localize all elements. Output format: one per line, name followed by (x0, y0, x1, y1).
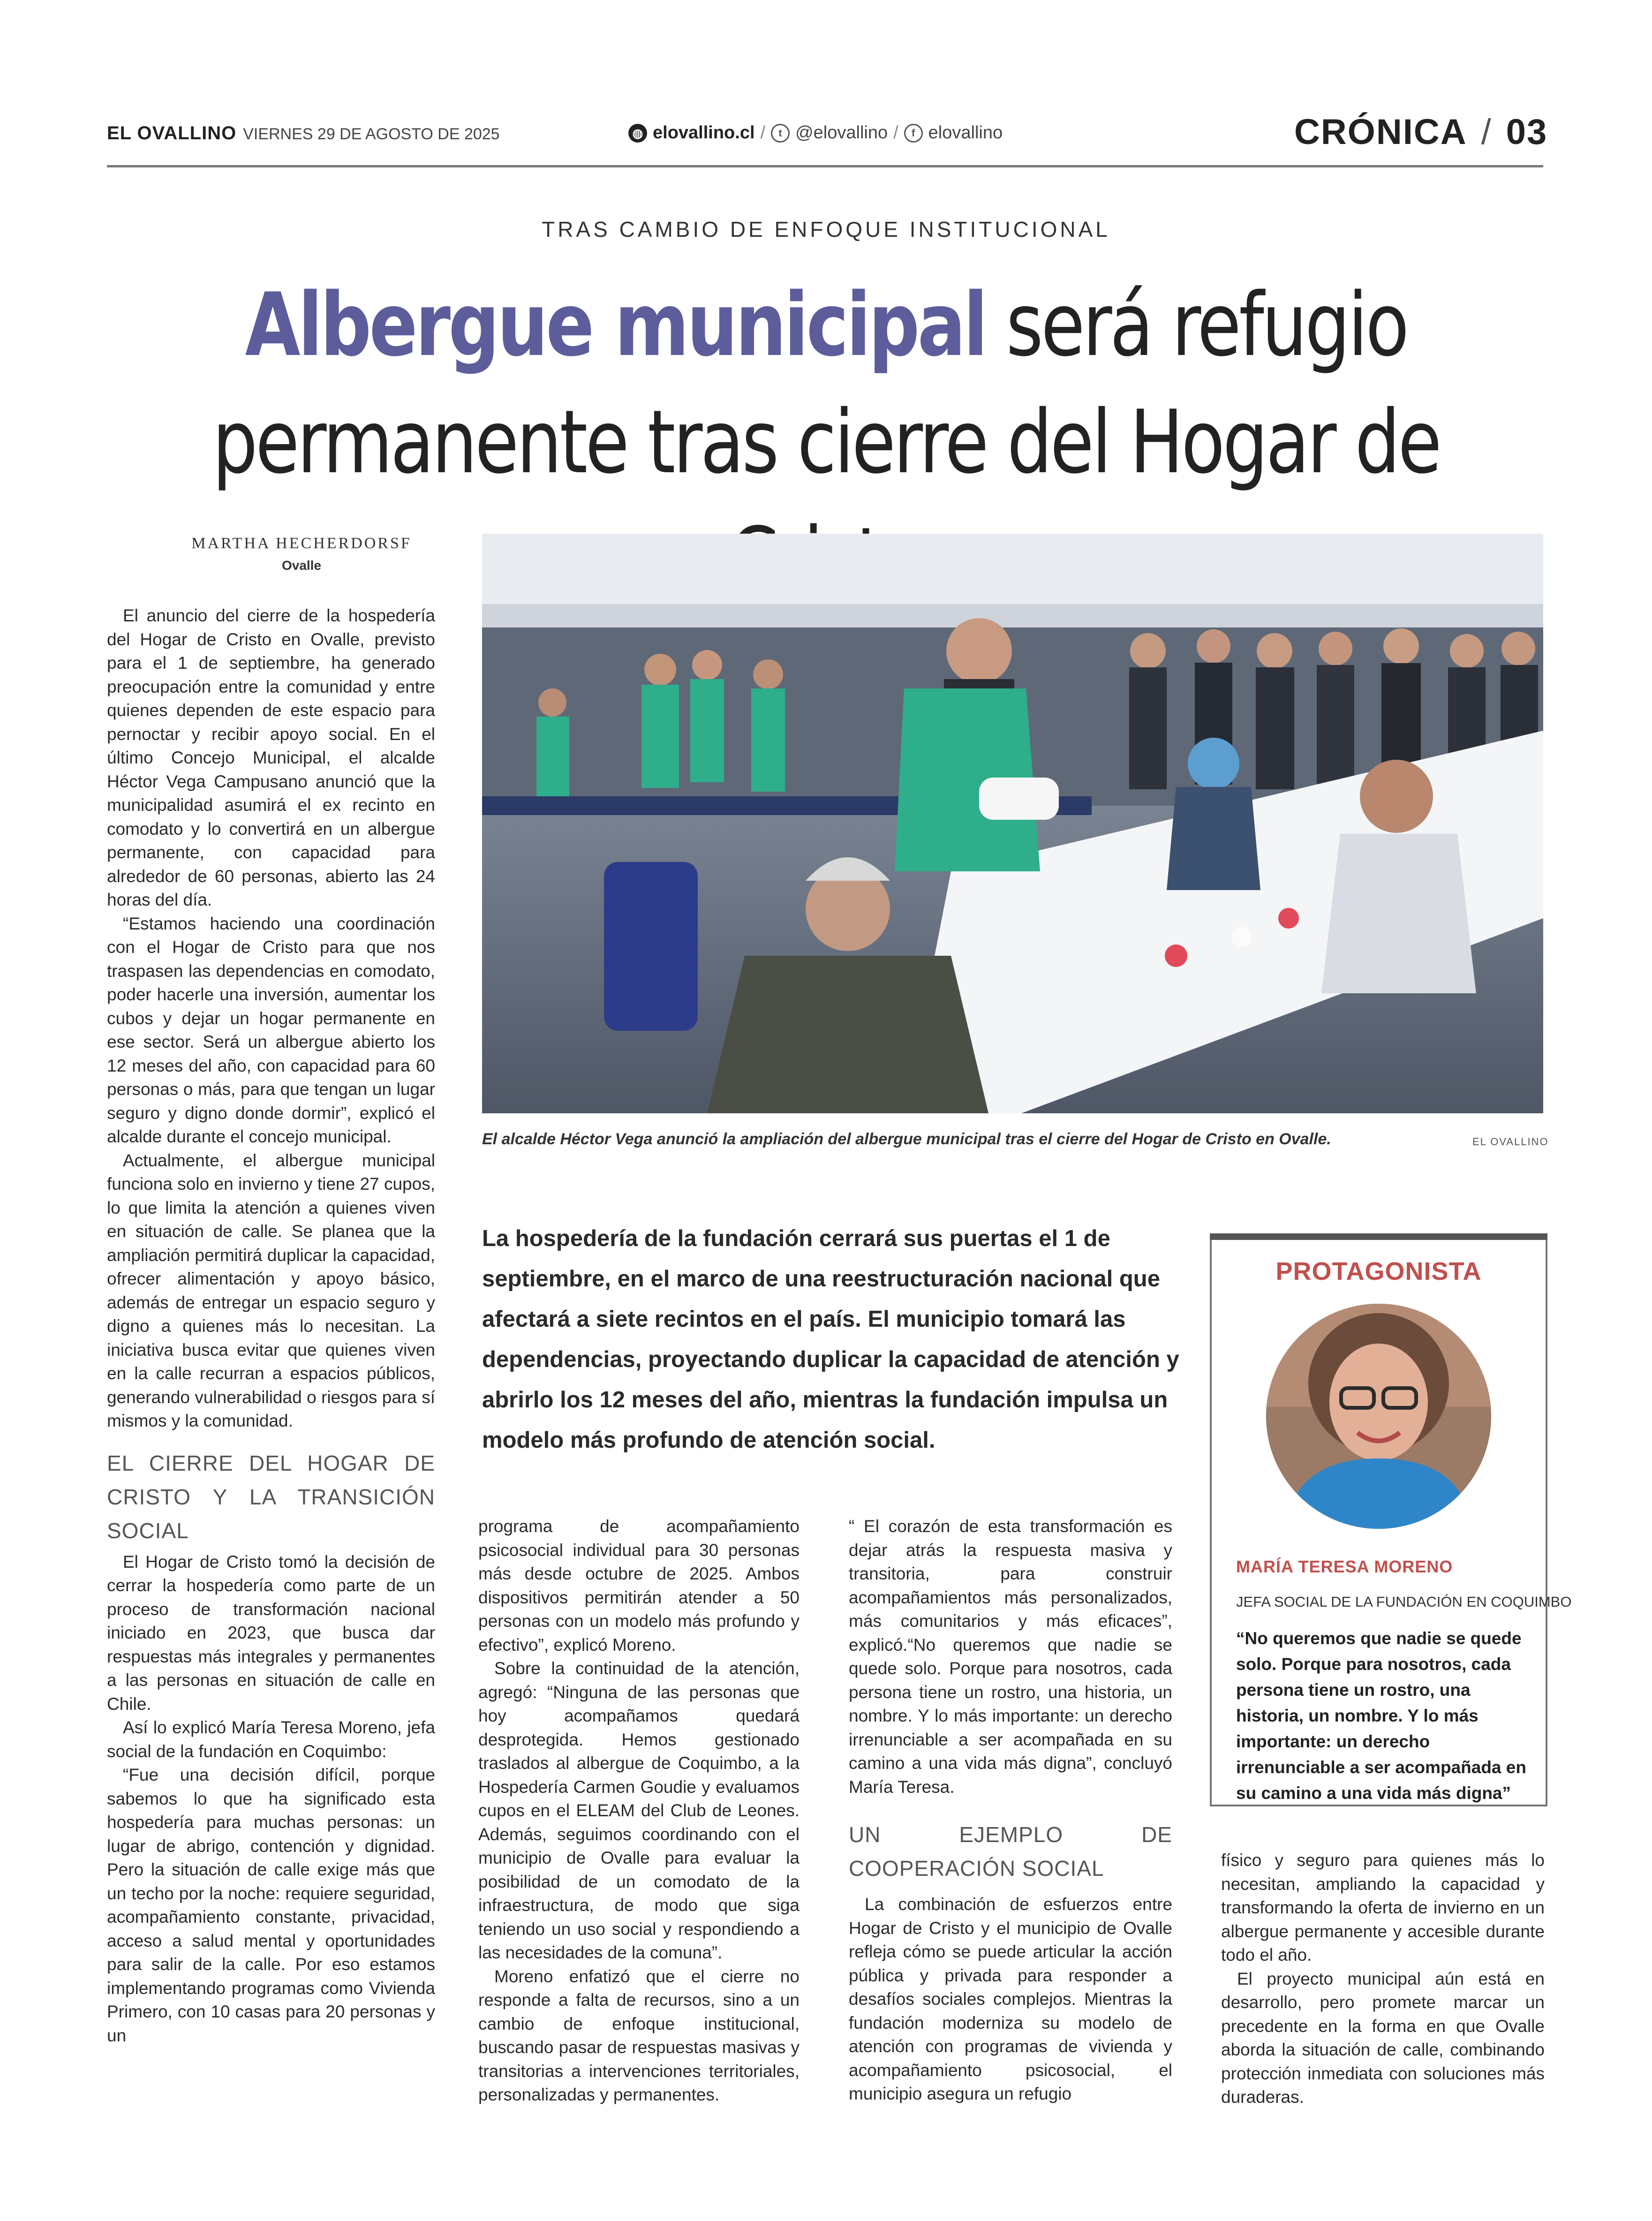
article-column-2 (478, 1515, 800, 2107)
portrait-illustration (1266, 1304, 1491, 1529)
paragraph: Moreno enfatizó que el cierre no responde a falta de recursos, sino a un cambio de enfoque institucional, buscando pasar de respuestas masivas y transitorias a intervenciones territoriales, personalizadas y permanentes. (478, 1966, 800, 2104)
twitter-handle[interactable]: @elovallino (795, 123, 888, 143)
separator: / (893, 123, 898, 143)
section-label (1294, 112, 1547, 152)
protagonist-name: MARÍA TERESA MORENO (1236, 1557, 1453, 1576)
social-links (628, 123, 1003, 143)
portrait-photo (1266, 1304, 1491, 1529)
headline-part-2: permanente tras cierre del Hogar de (212, 391, 1440, 493)
globe-icon: ◍ (628, 124, 647, 143)
paragraph: “Fue una decisión difícil, porque sabemos lo que ha significado esta hospedería para muchas personas: un lugar de abrigo, contención y dignidad. Pero la situación de calle exige más que un techo por la noche: requiere seguridad, acompañamiento constante, privacidad, acceso a salud mental y oportunidades para salir de la calle. Por eso estamos implementando programas como Vivienda Primero, con 10 casas para 20 personas y un (107, 1765, 435, 2045)
article-photo (482, 534, 1543, 1113)
box-title: PROTAGONISTA (1275, 1257, 1482, 1285)
box-top-rule (1210, 1233, 1547, 1240)
subheading: UN EJEMPLO DE COOPERACIÓN SOCIAL (849, 1822, 1172, 1881)
paragraph: El Hogar de Cristo tomó la decisión de cerrar la hospedería como parte de un proceso de transformación nacional iniciado en 2023, que busca dar respuestas más integrales y permanentes a las personas en situación de calle en Chile. (107, 1552, 435, 1714)
separator: / (1481, 112, 1492, 152)
paragraph: Sobre la continuidad de la atención, agregó: “Ninguna de las personas que hoy acompañamos quedará desprotegida. Hemos gestionado traslados al albergue de Coquimbo, a la Hospedería Carmen Goudie y evaluamos cupos en el ELEAM del Club de Leones. Además, seguimos coordinando con el municipio de Ovalle para evaluar la posibilidad de un comodato de la infraestructura, de modo que siga teniendo un uso social y respondiendo a las necesidades de la comuna”. (478, 1659, 800, 1962)
article-column-1 (107, 604, 435, 2047)
paragraph: “ El corazón de esta transformación es dejar atrás la respuesta masiva y transitoria, para construir acompañamientos más personalizados, más comunitarios y más eficaces”, explicó.“No queremos que nadie se quede solo. Porque para nosotros, cada persona tiene un rostro, una historia, un nombre. Y lo más importante: un derecho irrenunciable a ser acompañada en su camino a una vida más digna”, concluyó María Teresa. (849, 1517, 1172, 1797)
paragraph: Así lo explicó María Teresa Moreno, jefa social de la fundación en Coquimbo: (107, 1718, 435, 1761)
newspaper-name: EL OVALLINO (107, 123, 237, 144)
author-byline: MARTHA HECHERDORSF (191, 535, 412, 552)
paragraph: físico y seguro para quienes más lo necesitan, ampliando la capacidad y transformando la oferta de invierno en un albergue permanente y accesible durante todo el año. (1221, 1851, 1545, 1964)
photo-illustration (482, 534, 1543, 1113)
protagonist-role: JEFA SOCIAL DE LA FUNDACIÓN EN COQUIMBO (1236, 1594, 1572, 1610)
headline-highlight: Albergue municipal (245, 274, 986, 376)
article-lead: La hospedería de la fundación cerrará sus puertas el 1 de septiembre, en el marco de una reestructuración nacional que afectará a siete recintos en el país. El municipio tomará las dependencias, proyectando duplicar la capacidad de atención y abrirlo los 12 meses del año, mientras la fundación impulsa un modelo más profundo de atención social. (482, 1226, 1179, 1453)
header-divider (107, 165, 1543, 167)
headline-part-1: será refugio (985, 274, 1407, 376)
photo-caption: El alcalde Héctor Vega anunció la ampliación del albergue municipal tras el cierre del Hogar de Cristo en Ovalle. (482, 1130, 1331, 1148)
masthead (107, 123, 500, 144)
paragraph: “Estamos haciendo una coordinación con el Hogar de Cristo para que nos traspasen las dependencias en comodato, poder hacerle una inversión, aumentar los cubos y dejar un hogar permanente en ese sector. Será un albergue abierto los 12 meses del año, con capacidad para 60 personas o más, para que tengan un lugar seguro y digno donde dormir”, explicó el alcalde durante el concejo municipal. (107, 914, 435, 1146)
dateline-location: Ovalle (281, 558, 322, 573)
twitter-icon: t (771, 124, 790, 143)
issue-date: VIERNES 29 DE AGOSTO DE 2025 (243, 125, 500, 143)
paragraph: Actualmente, el albergue municipal funciona solo en invierno y tiene 27 cupos, lo que limita la atención a quienes viven en situación de calle. Se planea que la ampliación permitirá duplicar la capacidad, ofrecer alimentación y apoyo básico, además de entregar un espacio seguro y digno a quienes más lo necesitan. La iniciativa busca evitar que quienes viven en la calle recurran a espacios públicos, generando vulnerabilidad o riesgos para sí mismos y la comunidad. (107, 1150, 435, 1430)
section-name: CRÓNICA (1294, 112, 1467, 152)
paragraph: El anuncio del cierre de la hospedería del Hogar de Cristo en Ovalle, previsto para el 1 de septiembre, ha generado preocupación entre la comunidad y entre quienes dependen de este espacio para pernoctar y recibir apoyo social. En el último Concejo Municipal, el alcalde Héctor Vega Campusano anunció que la municipalidad asumirá el ex recinto en comodato y lo convertirá en un albergue permanente, con capacidad para alrededor de 60 personas, abierto las 24 horas del día. (107, 606, 435, 909)
website-link[interactable]: elovallino.cl (653, 123, 755, 143)
paragraph: programa de acompañamiento psicosocial individual para 30 personas más desde octubre de 2025. Ambos dispositivos permitirán atender a 50 personas con un modelo más profundo y efectivo”, explicó Moreno. (478, 1517, 800, 1654)
separator: / (760, 123, 766, 143)
facebook-icon: f (904, 124, 923, 143)
page-number: 03 (1506, 112, 1548, 152)
facebook-handle[interactable]: elovallino (928, 123, 1003, 143)
kicker: TRAS CAMBIO DE ENFOQUE INSTITUCIONAL (542, 217, 1110, 242)
protagonist-quote: “No queremos que nadie se quede solo. Porque para nosotros, cada persona tiene un rostro, una historia, un nombre. Y lo más importante: un derecho irrenunciable a ser acompañada en su camino a una vida más digna” (1236, 1629, 1526, 1803)
paragraph: El proyecto municipal aún está en desarrollo, pero promete marcar un precedente en la forma en que Ovalle aborda la situación de calle, combinando protección inmediata con soluciones más duraderas. (1221, 1969, 1545, 2107)
photo-credit: EL OVALLINO (1472, 1136, 1549, 1148)
article-column-4 (1221, 1849, 1545, 2109)
subheading: EL CIERRE DEL HOGAR DE CRISTO Y LA TRANSICIÓN SOCIAL (107, 1450, 435, 1543)
article-column-3 (849, 1515, 1172, 2106)
paragraph: La combinación de esfuerzos entre Hogar de Cristo y el municipio de Ovalle refleja cómo se puede articular la acción pública y privada para responder a desafíos sociales complejos. Mientras la fundación moderniza su modelo de atención con programas de vivienda y acompañamiento psicosocial, el municipio asegura un refugio (849, 1895, 1172, 2103)
